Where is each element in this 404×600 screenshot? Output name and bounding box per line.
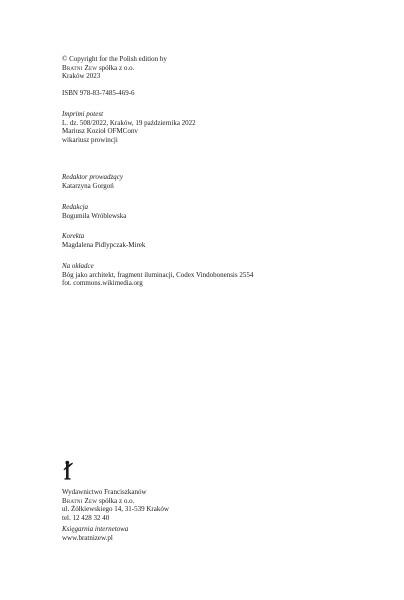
publisher-name-caps: Bratni Zew	[62, 63, 98, 72]
cover-heading: Na okładce	[62, 262, 94, 270]
publisher-footer	[62, 488, 382, 543]
korekta-block	[62, 232, 382, 249]
cover-credit: fot. commons.wikimedia.org	[62, 279, 143, 288]
footer-shop-heading: Księgarnia internetowa	[62, 525, 129, 534]
footer-publisher-house: Wydawnictwo Franciszkanów	[62, 488, 147, 496]
isbn: ISBN 978-83-7485-469-6	[62, 89, 135, 97]
korekta-name: Magdalena Pidlypczak-Mirek	[62, 240, 146, 249]
copyright-publisher	[62, 64, 382, 73]
korekta-heading: Korekta	[62, 232, 85, 240]
editor-heading: Redaktor prowadzący	[62, 173, 123, 181]
imprimi-reference: L. dz. 508/2022, Kraków, 19 października 2022	[62, 118, 196, 127]
copyright-block	[62, 55, 382, 81]
redakcja-heading: Redakcja	[62, 203, 89, 211]
imprimi-heading: Imprimi potest	[62, 110, 104, 118]
footer-phone: tel. 12 428 32 40	[62, 513, 110, 522]
footer-publisher-rest: spółka z o.o.	[97, 496, 135, 505]
footer-publisher-caps: Bratni Zew	[62, 496, 98, 505]
isbn-block	[62, 89, 382, 98]
footer-publisher	[62, 497, 382, 506]
imprimi-signatory: Mariusz Kozioł OFMConv	[62, 127, 138, 136]
cover-description: Bóg jako architekt, fragment iluminacji, Codex Vindobonensis 2554	[62, 270, 254, 279]
cover-block	[62, 262, 382, 288]
footer-shop-url[interactable]: www.bratnizew.pl	[62, 533, 113, 542]
copyright-place-year: Kraków 2023	[62, 72, 101, 81]
redakcja-block	[62, 203, 382, 220]
footer-address: ul. Żółkiewskiego 14, 31-539 Kraków	[62, 505, 169, 514]
editor-name: Katarzyna Gorgoń	[62, 181, 114, 190]
redakcja-name: Bogumiła Wróblewska	[62, 211, 127, 220]
editor-block	[62, 173, 382, 190]
bratni-zew-logo-icon	[62, 460, 74, 480]
imprimi-role: wikariusz prowincji	[62, 135, 118, 144]
copyright-line: © Copyright for the Polish edition by	[62, 55, 167, 63]
imprimi-potest-block	[62, 110, 382, 144]
publisher-name-rest: spółka z o.o.	[97, 63, 135, 72]
